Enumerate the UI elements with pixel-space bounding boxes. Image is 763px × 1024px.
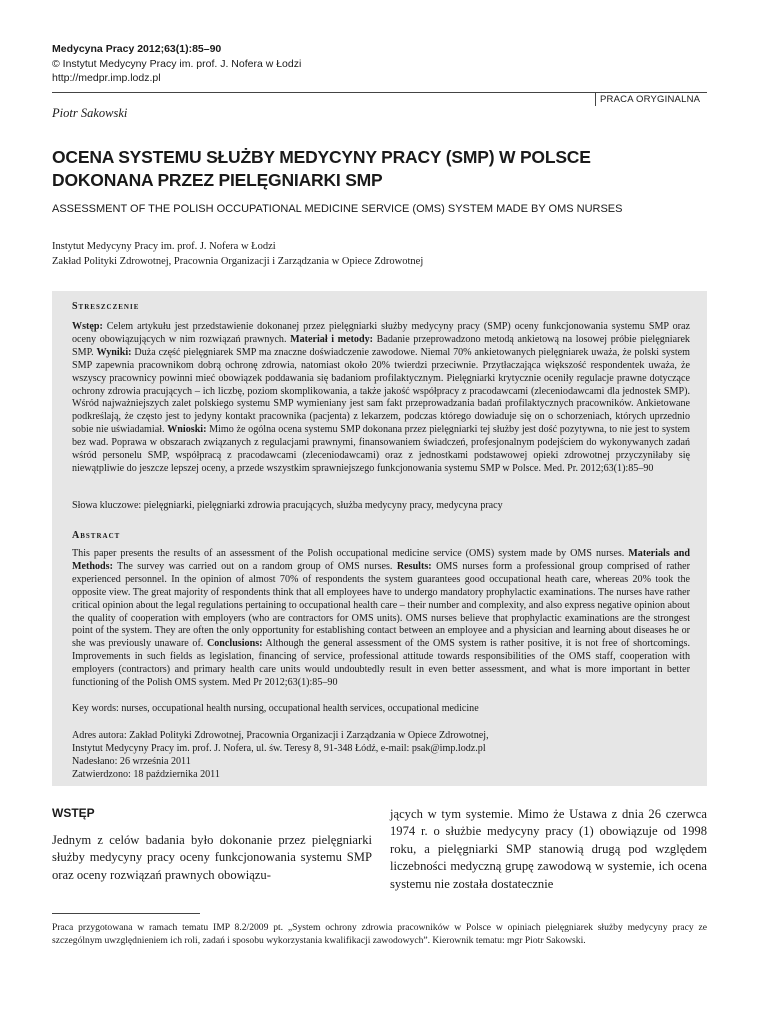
label-wyniki: Wyniki: (96, 346, 132, 358)
affiliation-line: Zakład Polityki Zdrowotnej, Pracownia Organizacji i Zarządzania w Opiece Zdrowotnej (52, 255, 424, 267)
body-left-column (52, 806, 372, 884)
header-rule (52, 92, 707, 93)
article-title-english: ASSESSMENT OF THE POLISH OCCUPATIONAL MEDICINE SERVICE (OMS) SYSTEM MADE BY OMS NURSES (52, 203, 623, 215)
journal-citation: Medycyna Pracy 2012;63(1):85–90 (52, 43, 222, 55)
text-conclusions: Although the general assessment of the OMS system is rather positive, it is not free of shortcomings. Improvements in such fields as legislation, financing of service, professional attitude towards responsibilities of the OMS staff, cooperation with employers (contractors) and primary health care units would undoubtedly result in even better assessment, and what is more important in better functioning of the Polish OMS system. Med Pr 2012;63(1):85–90 (72, 638, 691, 689)
header-rule-tick (595, 92, 596, 106)
label-results: Results: (396, 560, 432, 572)
body-right-column: jących w tym systemie. Mimo że Ustawa z dnia 26 czerwca 1974 r. o służbie medycyny pracy (1) obowiązuje od 1998 roku, a pielęgniarki SMP stanowią drugą pod względem liczebności medyczną grupę zawodową w systemie, ich ocena systemu nie została dostatecznie (390, 807, 707, 891)
streszczenie-heading: Streszczenie (72, 301, 140, 312)
affiliation (52, 240, 423, 269)
footnote: Praca przygotowana w ramach tematu IMP 8.2/2009 pt. „System ochrony zdrowia pracowników w Polsce w opiniach pielęgniarek służby medycyny pracy ze szczególnym uwzględnieniem ich roli, zadań i sposobu wykorzystania kwalifikacji zawodowych”. Kierownik tematu: mgr Piotr Sakowski. (52, 922, 707, 946)
text-intro: This paper presents the results of an assessment of the Polish occupational medicine service (OMS) system made by OMS nurses. (72, 548, 629, 559)
journal-header (52, 42, 301, 86)
body-paragraph: Jednym z celów badania było dokonanie przez pielęgniarki służby medycyny pracy oceny funkcjonowania systemu SMP oraz oceny rozwiązań prawnych obowiązu- (52, 833, 372, 882)
text-materials-methods: The survey was carried out on a random group of OMS nurses. (112, 560, 397, 572)
abstract-heading: Abstract (72, 530, 121, 541)
article-title: OCENA SYSTEMU SŁUŻBY MEDYCYNY PRACY (SMP) W POLSCE DOKONANA PRZEZ PIELĘGNIARKI SMP (52, 147, 591, 190)
text-wyniki: Duża część pielęgniarek SMP ma znaczne doświadczenie zawodowe. Niemal 70% ankietowanych pielęgniarek uważa, że polski system SMP zapewnia pracownikom dobrą ochronę zdrowia, natomiast około 20% twierdzi przeciwnie. Przytłaczająca większość respondentek uważa, że wszyscy pracownicy powinni mieć obowiązek poddawania się badaniom profilaktycznym. Pielęgniarki krytycznie oceniły regulacje prawne dotyczące ochrony zdrowia pracujących – ich liczbę, poziom skomplikowania, a także jakość współpracy z pracodawcami (zleceniodawcami dla jednostek SMP). Wśród najważniejszych zalet polskiego systemu SMP wymieniany jest sam fakt przeprowadzania badań profilaktycznych pracowników. Ankietowane podkreślają, że często jest to jedyny kontakt pracownika (pacjenta) z lekarzem, podczas którego dowiaduje się on o schorzeniach, których uprzednio sobie nie uświadamiał. (72, 346, 690, 436)
address-line: Instytut Medycyny Pracy im. prof. J. Nofera, ul. św. Teresy 8, 91-348 Łódź, e-mail: psak@imp.lodz.pl (72, 742, 486, 754)
label-material: Materiał i metody: (290, 333, 373, 345)
label-wnioski: Wnioski: (167, 424, 207, 436)
section-heading-wstep: WSTĘP (52, 806, 95, 820)
address-line: Adres autora: Zakład Polityki Zdrowotnej, Pracownia Organizacji i Zarządzania w Opiece Zdrowotnej, (72, 730, 489, 741)
journal-copyright: © Instytut Medycyny Pracy im. prof. J. Nofera w Łodzi (52, 57, 302, 70)
text-wnioski: Mimo że ogólna ocena systemu SMP dokonana przez pielęgniarki tej służby jest dość pozytywna, to nie jest to system bez wad. Poprawa w obszarach związanych z regulacjami prawnymi, finansowaniem świadczeń, profesjonalnym podejściem do wykonywanych zadań wśród personelu SMP, współpracą z pracodawcami (zleceniodawcami) oraz z jednostkami podstawowej opieki zdrowotnej przyczyniłaby się niewątpliwie do jeszcze lepszej oceny, a przede wszystkim sprawniejszego funkcjonowania systemu SMP w Polsce. Med. Pr. 2012;63(1):85–90 (72, 424, 690, 474)
label-materials-methods: Materials and Methods: (72, 548, 690, 572)
abstract-text (72, 548, 690, 690)
label-conclusions: Conclusions: (206, 638, 263, 650)
journal-url[interactable]: http://medpr.imp.lodz.pl (52, 72, 161, 84)
text-wstep: Celem artykułu jest przedstawienie dokonanej przez pielęgniarki służby medycyny pracy (SMP) oceny funkcjonowania systemu SMP oraz oceny obowiązujących w nim rozwiązań prawnych. (72, 321, 690, 345)
label-wstep: Wstęp: (72, 321, 103, 332)
text-material: Badanie przeprowadzono metodą ankietową na losowej próbie pielęgniarek SMP. (72, 333, 690, 358)
affiliation-line: Instytut Medycyny Pracy im. prof. J. Nofera w Łodzi (52, 241, 276, 252)
received-date: Nadesłano: 26 września 2011 (72, 755, 191, 767)
streszczenie-text (72, 321, 690, 476)
text-results: OMS nurses form a professional group comprised of rather experienced personnel. In the opinion of almost 70% of respondents the system guarantees good occupational heath care, whereas 20% took the opposite view. The great majority of respondents think that all employees have to undergo mandatory prophylactic examinations. The nurses have rather critical opinion about the legal regulations pertaining to occupational health care – their number and complexity, and also express negative opinion about the quality of cooperation with employers (who are contractors for OMS units). OMS nurses believe that prophylactic examinations are the strongest point of the system. They are often the only opportunity for establishing contact between an employee and a physician and learning about diseases he or she was previously unaware of. (72, 560, 690, 650)
accepted-date: Zatwierdzono: 18 października 2011 (72, 768, 220, 780)
footnote-rule (52, 913, 200, 914)
polish-keywords: Słowa kluczowe: pielęgniarki, pielęgniarki zdrowia pracujących, służba medycyny pracy, medycyna pracy (72, 500, 503, 511)
english-keywords: Key words: nurses, occupational health nursing, occupational health services, occupational medicine (72, 703, 479, 714)
article-type-label: PRACA ORYGINALNA (600, 94, 701, 105)
author-address (72, 730, 690, 782)
author-name: Piotr Sakowski (52, 106, 128, 120)
